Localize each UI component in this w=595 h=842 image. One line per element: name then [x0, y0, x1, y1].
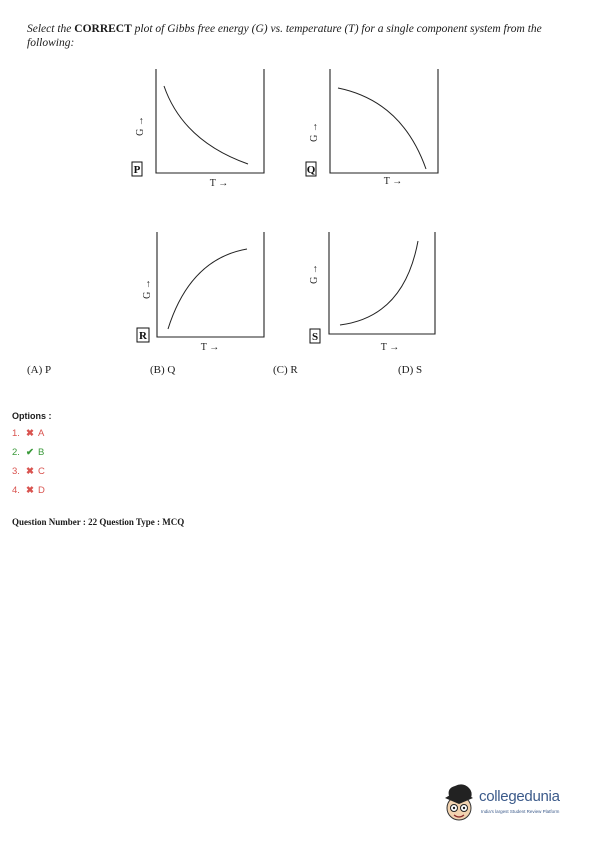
options-title: Options : [12, 411, 52, 421]
plot-q-letter: Q [306, 164, 316, 176]
question-meta: Question Number : 22 Question Type : MCQ [12, 517, 185, 527]
option-3[interactable] [12, 466, 45, 477]
question-bold: CORRECT [74, 23, 132, 35]
logo-tagline: India's largest Student Review Platform [481, 809, 560, 814]
plot-r-axes [157, 232, 264, 337]
question-suffix: plot of Gibbs free energy (G) vs. temperature (T) for a single component system from the following: [27, 23, 542, 49]
plot-q [302, 66, 447, 191]
collegedunia-logo [441, 782, 591, 828]
cross-icon: ✖ [26, 485, 34, 496]
mascot-icon [441, 782, 479, 828]
plot-s-letter: S [311, 331, 319, 343]
option-4-label: D [38, 485, 45, 496]
option-2-number: 2. [12, 447, 20, 458]
plot-s-x-label: T → [380, 342, 400, 353]
plot-r-letter: R [139, 330, 147, 342]
choice-b: (B) Q [150, 364, 176, 376]
option-1-label: A [38, 428, 45, 439]
check-icon: ✔ [26, 447, 34, 458]
choice-d: (D) S [398, 364, 423, 376]
plot-p-letter: P [133, 164, 141, 176]
plot-p-axes [156, 69, 264, 173]
plot-r-x-label: T → [200, 342, 220, 353]
plot-p-curve [164, 86, 248, 164]
plot-r-curve [168, 249, 247, 329]
plot-s-y-label: G → [309, 264, 320, 284]
plot-p-y-label: G → [135, 116, 146, 136]
logo-brand: collegedunia [479, 788, 560, 805]
option-2-label: B [38, 447, 45, 458]
plot-p-x-label: T → [209, 178, 229, 189]
plot-r-y-label: G → [142, 279, 153, 299]
plot-s-axes [329, 232, 435, 334]
option-1-number: 1. [12, 428, 20, 439]
option-4-number: 4. [12, 485, 20, 496]
option-4[interactable] [12, 485, 45, 496]
question-text [27, 22, 567, 50]
choice-c: (C) R [273, 364, 298, 376]
cross-icon: ✖ [26, 428, 34, 439]
option-2[interactable] [12, 447, 44, 458]
plot-p [128, 66, 273, 191]
option-1[interactable] [12, 428, 44, 439]
plot-r [135, 229, 280, 354]
option-3-label: C [38, 466, 45, 477]
question-prefix: Select the [27, 23, 75, 35]
cross-icon: ✖ [26, 466, 34, 477]
plot-q-y-label: G → [309, 122, 320, 142]
plot-s [304, 229, 449, 354]
choice-a: (A) P [27, 364, 52, 376]
plot-q-x-label: T → [383, 176, 403, 187]
plot-s-curve [340, 241, 418, 325]
plot-q-curve [338, 88, 426, 169]
option-3-number: 3. [12, 466, 20, 477]
